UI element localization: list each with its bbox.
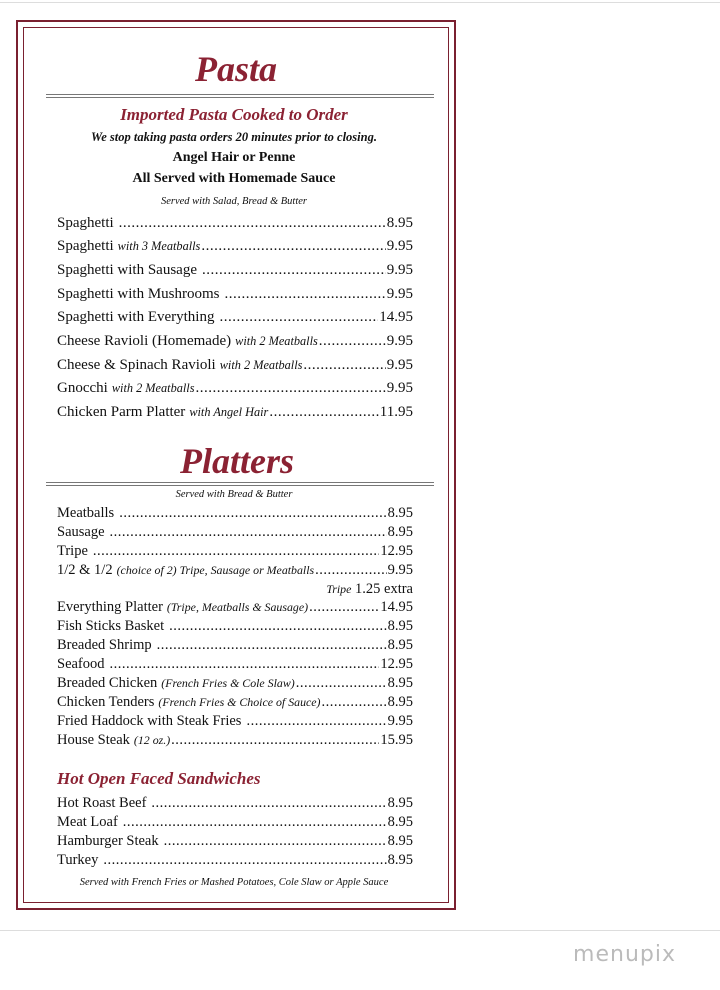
menu-item: 1/2 & 1/2 (choice of 2) Tripe, Sausage or Meatballs ..... 9.95: [57, 562, 413, 579]
sandwiches-served-note: Served with French Fries or Mashed Potatoes, Cole Slaw or Apple Sauce: [79, 877, 389, 888]
menu-item: Hot Roast Beef ..... 8.95: [57, 795, 413, 812]
pasta-title: Pasta: [194, 49, 277, 89]
pasta-choice-line: Angel Hair or Penne: [172, 150, 296, 165]
menu-item: Tripe ..... 12.95: [57, 543, 413, 560]
menu-item: Chicken Parm Platter with Angel Hair ..... 11.95: [57, 404, 413, 421]
menu-item: Breaded Shrimp ..... 8.95: [57, 637, 413, 654]
menu-item: Cheese & Spinach Ravioli with 2 Meatballs ..... 9.95: [57, 357, 413, 374]
menu-item: Meatballs ..... 8.95: [57, 505, 413, 522]
pasta-sauce-line: All Served with Homemade Sauce: [132, 171, 336, 186]
pasta-subtitle: Imported Pasta Cooked to Order: [120, 105, 348, 124]
menu-item: Everything Platter (Tripe, Meatballs & Sausage) ..... 14.95: [57, 599, 413, 616]
platters-divider: [46, 482, 434, 486]
pasta-served-note: Served with Salad, Bread & Butter: [160, 196, 307, 207]
menu-item: Spaghetti with Sausage ..... 9.95: [57, 262, 413, 279]
menu-item: Seafood ..... 12.95: [57, 656, 413, 673]
menu-item: Spaghetti with Everything ..... 14.95: [57, 309, 413, 326]
menu-item: Chicken Tenders (French Fries & Choice of Sauce) ..... 8.95: [57, 694, 413, 711]
menu-item: Cheese Ravioli (Homemade) with 2 Meatballs ..... 9.95: [57, 333, 413, 350]
menu-item: Sausage ..... 8.95: [57, 524, 413, 541]
tripe-extra-note: Tripe 1.25 extra: [326, 581, 413, 597]
menu-item: House Steak (12 oz.) ..... 15.95: [57, 732, 413, 749]
platters-title: Platters: [180, 441, 294, 481]
menu-item: Turkey ..... 8.95: [57, 852, 413, 869]
menu-item: Spaghetti ..... 8.95: [57, 215, 413, 232]
menu-item: Fish Sticks Basket ..... 8.95: [57, 618, 413, 635]
menu-item: Spaghetti with Mushrooms ..... 9.95: [57, 286, 413, 303]
menu-item: Spaghetti with 3 Meatballs ..... 9.95: [57, 238, 413, 255]
menu-item: Gnocchi with 2 Meatballs ..... 9.95: [57, 380, 413, 397]
menupix-watermark: menupix: [573, 942, 676, 967]
pasta-divider: [46, 94, 434, 98]
menu-item: Fried Haddock with Steak Fries ..... 9.95: [57, 713, 413, 730]
menu-item: Hamburger Steak ..... 8.95: [57, 833, 413, 850]
menu-item: Meat Loaf ..... 8.95: [57, 814, 413, 831]
platters-served-note: Served with Bread & Butter: [175, 489, 293, 500]
sandwiches-title: Hot Open Faced Sandwiches: [57, 769, 261, 788]
menu-item: Breaded Chicken (French Fries & Cole Slaw) ..... 8.95: [57, 675, 413, 692]
pasta-closing-note: We stop taking pasta orders 20 minutes prior to closing.: [91, 130, 377, 144]
